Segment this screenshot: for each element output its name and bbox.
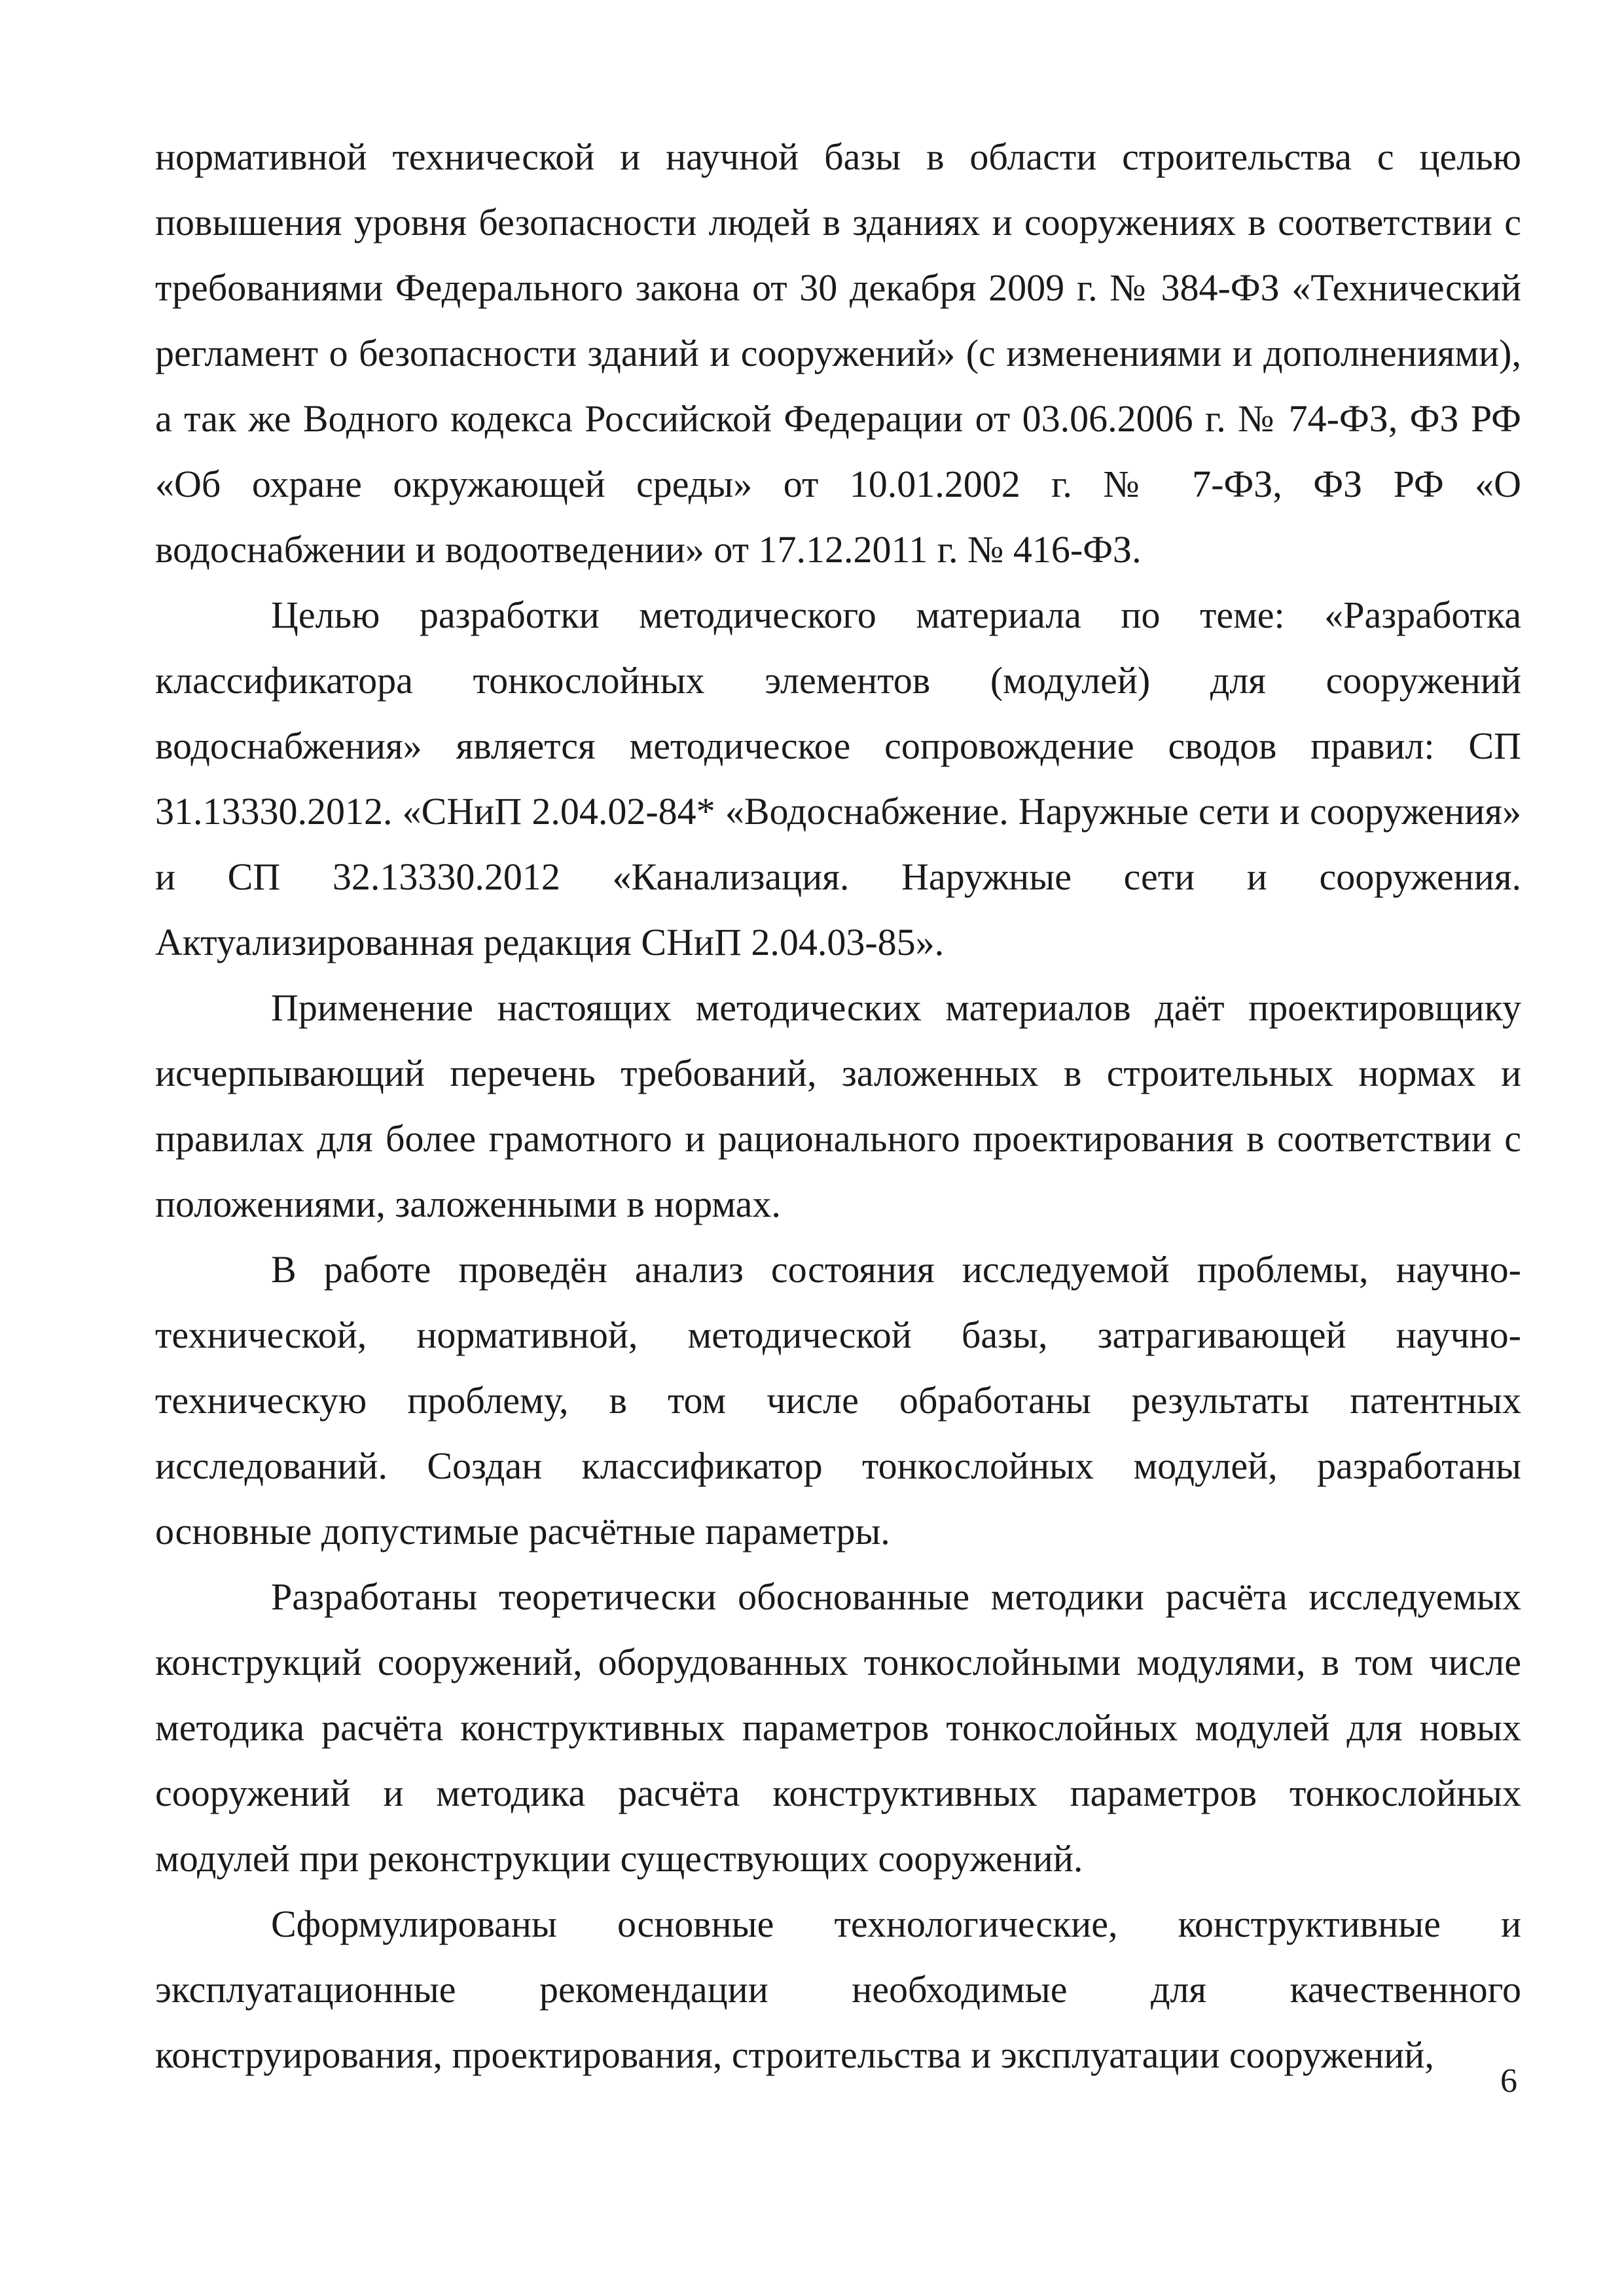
paragraph-continuation: нормативной технической и научной базы в области строительства с целью повышения уровня безопасности людей в зданиях и сооружениях в соответствии с требованиями Федерального закона от 30 декабря 2009 г. № 384-ФЗ «Технический регламент о безопасности зданий и сооружений» (с изменениями и дополнениями), а так же Водного кодекса Российской Федерации от 03.06.2006 г. № 74-ФЗ, ФЗ РФ «Об охране окружающей среды» от 10.01.2002 г. № 7-ФЗ, ФЗ РФ «О водоснабжении и водоотведении» от 17.12.2011 г. № 416-ФЗ. <box>155 135 1521 571</box>
paragraph-analysis: В работе проведён анализ состояния исследуемой проблемы, научно-технической, нормативной, методической базы, затрагивающей научно-техническую проблему, в том числе обработаны результаты патентных исследований. Создан классификатор тонкослойных модулей, разработаны основные допустимые расчётные параметры. <box>155 1248 1521 1552</box>
page-number: 6 <box>1500 2062 1517 2100</box>
body-text <box>155 124 1521 2088</box>
paragraph-methods: Разработаны теоретически обоснованные методики расчёта исследуемых конструкций сооружений, оборудованных тонкослойными модулями, в том числе методика расчёта конструктивных параметров тонкослойных модулей для новых сооружений и методика расчёта конструктивных параметров тонкослойных модулей при реконструкции существующих сооружений. <box>155 1575 1521 1880</box>
paragraph-recommendations: Сформулированы основные технологические, конструктивные и эксплуатационные рекомендации необходимые для качественного конструирования, проектирования, строительства и эксплуатации сооружений, <box>155 1903 1521 2076</box>
paragraph-goal: Целью разработки методического материала по теме: «Разработка классификатора тонкослойных элементов (модулей) для сооружений водоснабжения» является методическое сопровождение сводов правил: СП 31.13330.2012. «СНиП 2.04.02-84* «Водоснабжение. Наружные сети и сооружения» и СП 32.13330.2012 «Канализация. Наружные сети и сооружения. Актуализированная редакция СНиП 2.04.03-85». <box>155 594 1521 963</box>
paragraph-application: Применение настоящих методических материалов даёт проектировщику исчерпывающий перечень требований, заложенных в строительных нормах и правилах для более грамотного и рационального проектирования в соответствии с положениями, заложенными в нормах. <box>155 986 1521 1225</box>
